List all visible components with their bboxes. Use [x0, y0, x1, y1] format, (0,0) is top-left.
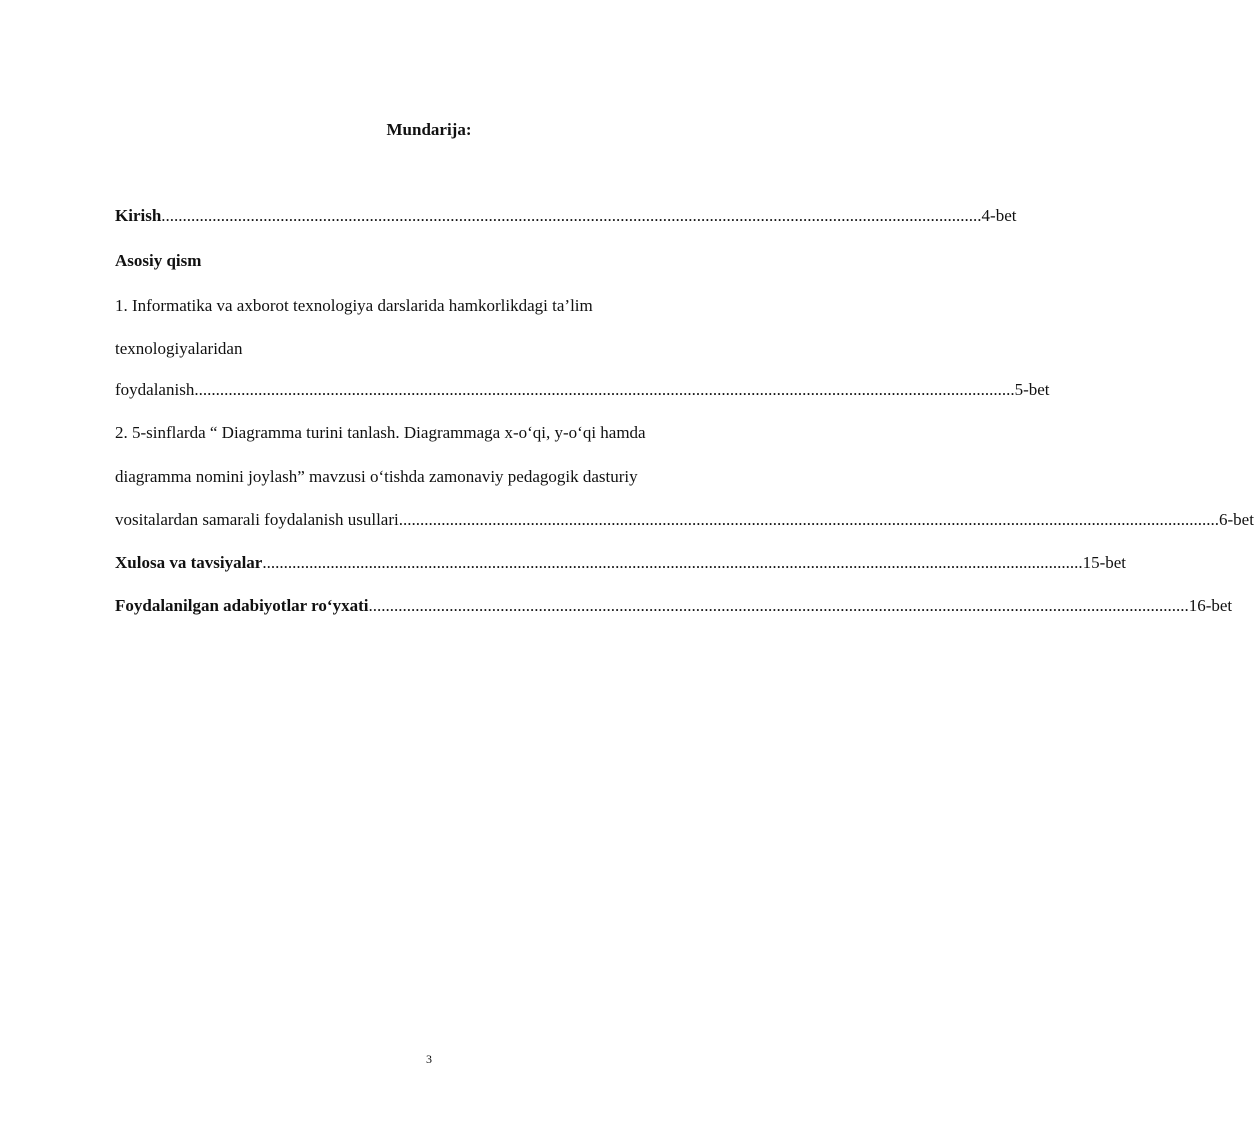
page-number: 3 — [426, 1052, 432, 1066]
toc-page-ref: 4-bet — [981, 206, 1017, 225]
toc-page-ref: 15-bet — [1082, 553, 1127, 572]
toc-label: Xulosa va tavsiyalar — [115, 553, 263, 572]
toc-entry-2-line-2: diagramma nomini joylash” mavzusi o‘tishda zamonaviy pedagogik dasturiy — [115, 467, 638, 486]
toc-entry-2-line-1: 2. 5-sinflarda “ Diagramma turini tanlash. Diagrammaga x-o‘qi, y-o‘qi hamda — [115, 423, 646, 442]
toc-page-ref: 6-bet — [1218, 510, 1254, 529]
toc-entry-xulosa[interactable] — [115, 552, 1127, 574]
toc-label: Kirish — [115, 206, 162, 225]
toc-section-heading: Asosiy qism — [115, 251, 202, 270]
toc-label: foydalanish — [115, 380, 195, 399]
page-title: Mundarija: — [386, 120, 472, 139]
toc-leader-dots: ................................................................................................................................................................................................. — [161, 206, 982, 225]
toc-label: Foydalanilgan adabiyotlar ro‘yxati — [115, 596, 369, 615]
toc-leader-dots: ................................................................................................................................................................................................. — [368, 596, 1189, 615]
toc-entry-2[interactable] — [115, 509, 1254, 531]
toc-entry-kirish[interactable] — [115, 205, 1017, 227]
toc-page-ref: 5-bet — [1014, 380, 1050, 399]
toc-entry-1-line-2: texnologiyalaridan — [115, 339, 243, 358]
toc-page-ref: 16-bet — [1188, 596, 1233, 615]
toc-entry-1[interactable] — [115, 379, 1050, 401]
toc-leader-dots: ................................................................................................................................................................................................. — [194, 380, 1015, 399]
toc-label: vositalardan samarali foydalanish usullari — [115, 510, 399, 529]
toc-leader-dots: ................................................................................................................................................................................................. — [398, 510, 1219, 529]
toc-leader-dots: ................................................................................................................................................................................................. — [262, 553, 1083, 572]
toc-entry-adabiyot[interactable] — [115, 595, 1233, 617]
toc-entry-1-line-1: 1. Informatika va axborot texnologiya darslarida hamkorlikdagi ta’lim — [115, 296, 593, 315]
